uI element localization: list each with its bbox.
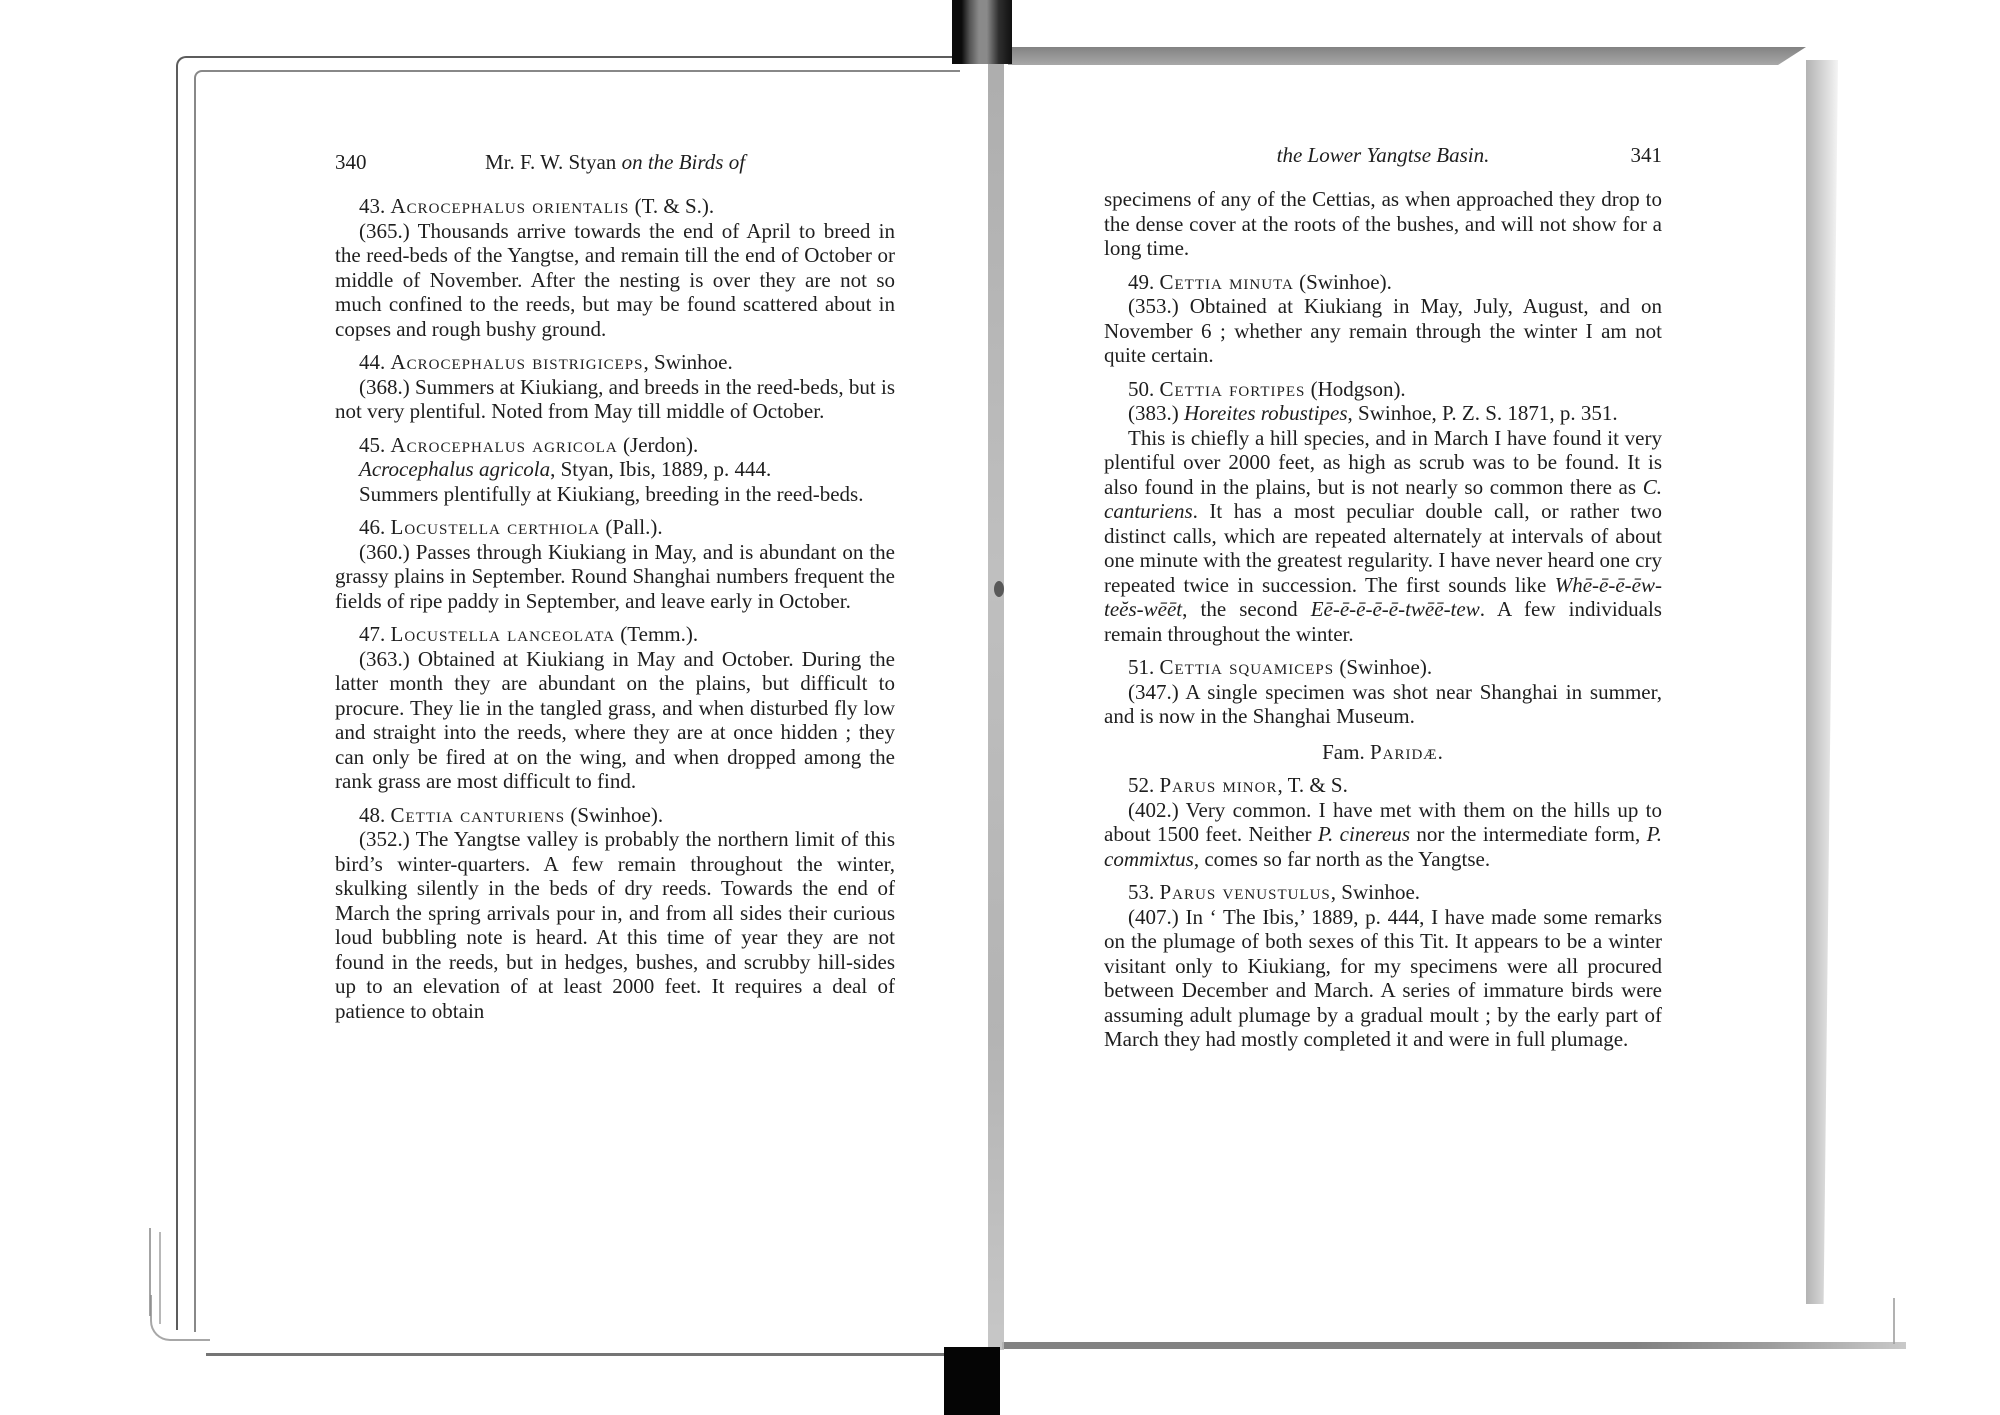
- text-run: (Temm.).: [615, 622, 699, 646]
- binding-ribbon-bottom: [944, 1347, 1000, 1415]
- species-entry: [335, 622, 895, 794]
- species-name: Cettia canturiens: [390, 802, 566, 827]
- italic-text: the Lower Yangtse Basin.: [1276, 143, 1490, 167]
- right-page-bottom-edge: [1002, 1342, 1906, 1349]
- text-run: 49.: [1128, 269, 1160, 294]
- text-run: Summers plentifully at Kiukiang, breeding in the reed-beds.: [359, 481, 864, 506]
- text-run: , Swinhoe, P. Z. S. 1871, p. 351.: [1347, 401, 1618, 425]
- entry-paragraph: [335, 457, 895, 482]
- text-run: (407.) In ‘ The Ibis,’ 1889, p. 444, I have made some remarks on the plumage of both sexes of this Tit. It appears to be a winter visitant only to Kiukiang, for my specimens were all procured between December and March. A series of immature birds were assuming adult plumage by a gradual moult ; by the early part of March they had mostly completed it and were in full plumage.: [1104, 904, 1662, 1051]
- entry-paragraph: [335, 219, 895, 342]
- right-header-title: [1104, 143, 1662, 168]
- text-run: nor the intermediate form,: [1410, 822, 1647, 846]
- entry-paragraph: [335, 540, 895, 614]
- right-running-header: [1104, 143, 1662, 170]
- text-run: 43.: [359, 194, 391, 218]
- italic-text: Eē-ē-ē-ē-ē-twēē-tew: [1310, 597, 1480, 621]
- text-run: (352.) The Yangtse valley is probably the northern limit of this bird’s winter-quarters. A few remain throughout the winter, skulking silently in the beds of dry reeds. Towards the end of March the spring arrivals pour in, and from all sides their curious loud bubbling note is heard. At this time of year they are not found in the reeds, but in hedges, bushes, and scrubby hill-sides up to an elevation of at least 2000 feet. It requires a deal of patience to obtain: [335, 827, 895, 1023]
- text-run: Fam.: [1322, 739, 1370, 764]
- italic-text: P. cinereus: [1317, 822, 1411, 846]
- left-page: [335, 150, 895, 1023]
- text-run: , comes so far north as the Yangtse.: [1193, 846, 1491, 871]
- entry-paragraph: [1104, 401, 1662, 426]
- right-page-fore-edge: [1806, 60, 1838, 1304]
- entry-heading: [1104, 270, 1662, 295]
- right-page-top-edge: [1008, 47, 1806, 65]
- text-run: 45.: [359, 432, 391, 457]
- text-run: 44.: [359, 350, 391, 374]
- continuation-paragraph: [1104, 187, 1662, 261]
- entry-paragraph: [1104, 294, 1662, 368]
- text-run: 53.: [1128, 880, 1160, 904]
- text-run: . It has a most peculiar double call, or rather two distinct calls, which are repeated alternately at intervals of about one minute with the greatest regularity. I have never heard one cry repeated twice in succession. The first sounds like: [1104, 499, 1662, 597]
- italic-text: Horeites robustipes: [1184, 401, 1348, 425]
- entry-heading: [335, 803, 895, 828]
- text-run: (365.) Thousands arrive towards the end of April to breed in the reed-beds of the Yangtse, and remain till the end of October or middle of November. After the nesting is over they are not so much confined to the reeds, but may be found scattered about in copses and rough bushy ground.: [335, 218, 895, 341]
- text-run: 48.: [359, 802, 391, 827]
- species-name: Parus minor: [1159, 773, 1278, 797]
- species-entry: [1104, 377, 1662, 647]
- species-entry: [335, 350, 895, 424]
- species-entry: [1104, 880, 1662, 1052]
- text-run: . A few individuals remain throughout the winter.: [1104, 597, 1662, 646]
- species-name: Locustella certhiola: [390, 515, 601, 539]
- text-run: , Swinhoe.: [1330, 880, 1421, 904]
- entry-heading: [1104, 880, 1662, 905]
- entry-paragraph: [335, 827, 895, 1023]
- italic-text: P. commixtus: [1104, 822, 1663, 871]
- entry-paragraph: [1104, 680, 1662, 729]
- italic-text: Whē-ē-ē-ēw-teĕs-wēēt: [1104, 572, 1662, 621]
- text-run: Mr. F. W. Styan: [484, 150, 622, 174]
- family-heading: [1104, 740, 1662, 765]
- entry-paragraph: [1104, 905, 1662, 1052]
- species-entry: [1104, 773, 1662, 871]
- entry-heading: [335, 194, 895, 219]
- entry-heading: [335, 350, 895, 375]
- text-run: 46.: [359, 515, 391, 539]
- text-run: (368.) Summers at Kiukiang, and breeds in the reed-beds, but is not very plentiful. Noted from May till middle of October.: [335, 374, 895, 423]
- binding-gutter-shadow: [988, 58, 1004, 1350]
- text-run: 52.: [1128, 773, 1160, 797]
- species-entry: [1104, 270, 1662, 368]
- italic-text: C. canturiens: [1104, 474, 1662, 523]
- entry-heading: [335, 622, 895, 647]
- text-run: (Swinhoe).: [1293, 269, 1392, 294]
- text-run: (Pall.).: [600, 515, 663, 539]
- italic-text: Acrocephalus agricola: [359, 457, 551, 481]
- text-run: , Swinhoe.: [643, 350, 733, 374]
- gutter-ink-spot: [994, 581, 1004, 597]
- species-name: Parus venustulus: [1159, 880, 1331, 904]
- text-run: , the second: [1182, 597, 1311, 621]
- species-entry: [335, 194, 895, 341]
- left-page-body: [335, 194, 895, 1023]
- left-header-title: [335, 150, 895, 175]
- species-entry: [335, 433, 895, 507]
- entry-heading: [1104, 655, 1662, 680]
- species-name: Cettia fortipes: [1159, 376, 1306, 401]
- italic-text: on the Birds of: [621, 150, 746, 174]
- species-entry: [335, 803, 895, 1024]
- text-run: specimens of any of the Cettias, as when approached they drop to the dense cover at the roots of the bushes, and will not show for a long time.: [1104, 187, 1662, 260]
- species-name: Acrocephalus bistrigiceps: [390, 350, 644, 374]
- text-run: (402.) Very common. I have met with them on the hills up to about 1500 feet. Neither: [1104, 797, 1662, 846]
- entry-paragraph: [1104, 426, 1662, 647]
- entry-paragraph: [335, 375, 895, 424]
- right-page-number: 341: [1630, 143, 1662, 167]
- text-run: (383.): [1128, 401, 1184, 425]
- text-run: (Hodgson).: [1305, 376, 1406, 401]
- left-running-header: [335, 150, 895, 177]
- text-run: 50.: [1128, 376, 1160, 401]
- text-run: (Swinhoe).: [565, 802, 664, 827]
- entry-heading: [335, 433, 895, 458]
- text-run: 47.: [359, 622, 391, 646]
- species-entry: [1104, 655, 1662, 729]
- text-run: (360.) Passes through Kiukiang in May, and is abundant on the grassy plains in September. Round Shanghai numbers frequent the fields of ripe paddy in September, and leave early in October.: [335, 539, 895, 613]
- entry-heading: [1104, 773, 1662, 798]
- text-run: , Styan, Ibis, 1889, p. 444.: [550, 457, 772, 481]
- left-page-stack-corner: [150, 1295, 210, 1341]
- left-page-bottom-edge: [206, 1353, 990, 1356]
- right-page-body: [1104, 187, 1662, 1052]
- species-name: Cettia squamiceps: [1159, 655, 1335, 679]
- entry-heading: [335, 515, 895, 540]
- entry-paragraph: [335, 647, 895, 794]
- text-run: (T. & S.).: [629, 194, 715, 218]
- entry-paragraph: [335, 482, 895, 507]
- species-name: Cettia minuta: [1159, 269, 1294, 294]
- entry-paragraph: [1104, 798, 1662, 872]
- right-page-corner-edge: [1893, 1298, 1895, 1344]
- right-page: [1104, 143, 1662, 1052]
- text-run: (Swinhoe).: [1334, 655, 1433, 679]
- species-name: Locustella lanceolata: [390, 622, 616, 646]
- species-name: Paridæ.: [1369, 739, 1444, 764]
- text-run: 51.: [1128, 655, 1160, 679]
- text-run: (Jerdon).: [617, 432, 699, 457]
- text-run: , T. & S.: [1277, 773, 1348, 797]
- binding-ribbon-top: [952, 0, 1012, 64]
- left-page-number: 340: [335, 150, 367, 174]
- text-run: (363.) Obtained at Kiukiang in May and October. During the latter month they are abundant on the plains, but difficult to procure. They lie in the tangled grass, and when disturbed fly low and straight into the reeds, where they are at once hidden ; they can only be fired at on the wing, and when dropped among the rank grass are most difficult to find.: [335, 646, 895, 793]
- text-run: (353.) Obtained at Kiukiang in May, July, August, and on November 6 ; whether any remain through the winter I am not quite certain.: [1104, 294, 1662, 367]
- species-entry: [335, 515, 895, 613]
- entry-heading: [1104, 377, 1662, 402]
- species-name: Acrocephalus orientalis: [390, 194, 630, 218]
- text-run: (347.) A single specimen was shot near Shanghai in summer, and is now in the Shanghai Museum.: [1104, 679, 1662, 728]
- species-name: Acrocephalus agricola: [390, 432, 618, 457]
- text-run: This is chiefly a hill species, and in March I have found it very plentiful over 2000 feet, as high as scrub was to be found. It is also found in the plains, but is not nearly so common there as: [1104, 425, 1662, 499]
